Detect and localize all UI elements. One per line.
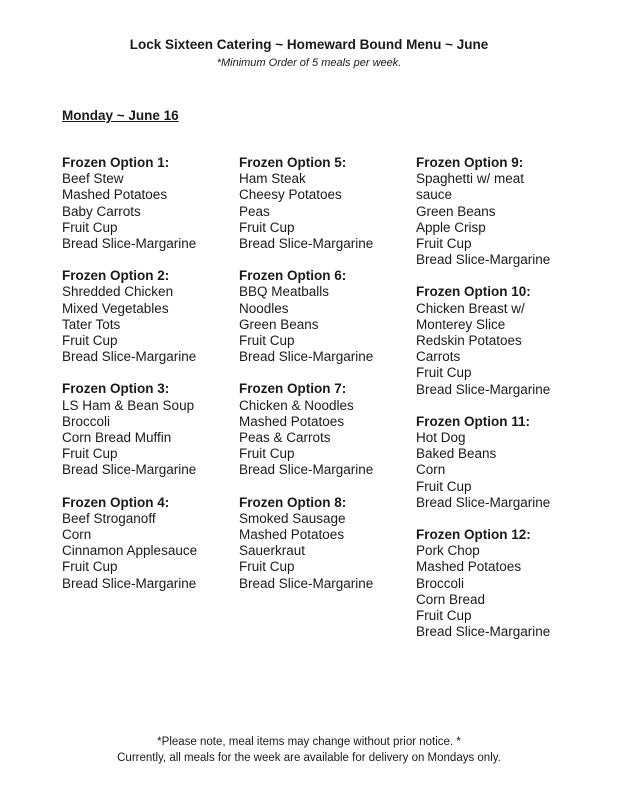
menu-item: Mashed Potatoes xyxy=(239,527,345,543)
menu-option xyxy=(62,495,252,592)
menu-item: Fruit Cup xyxy=(239,446,295,462)
menu-option-title: Frozen Option 5: xyxy=(239,155,347,170)
menu-option-title: Frozen Option 6: xyxy=(239,268,347,284)
menu-option-title: Frozen Option 12: xyxy=(416,527,531,543)
menu-item: Beef Stroganoff xyxy=(62,510,156,526)
menu-option xyxy=(239,495,429,592)
menu-item: Bread Slice-Margarine xyxy=(239,349,374,365)
menu-item: Smoked Sausage xyxy=(239,510,346,526)
menu-item: Mashed Potatoes xyxy=(62,187,168,203)
menu-column-2 xyxy=(239,155,429,608)
menu-item: Mixed Vegetables xyxy=(62,300,169,316)
menu-item: Peas & Carrots xyxy=(239,430,331,446)
menu-item: Fruit Cup xyxy=(239,333,295,349)
menu-item: Sauerkraut xyxy=(239,543,306,559)
menu-option-title: Frozen Option 3: xyxy=(62,381,170,397)
footer-line-1: *Please note, meal items may change without prior notice. * xyxy=(157,736,461,748)
menu-item: Mashed Potatoes xyxy=(239,413,345,429)
menu-option xyxy=(62,381,252,478)
menu-item: Bread Slice-Margarine xyxy=(62,462,197,478)
menu-option xyxy=(239,268,429,365)
menu-item: Bread Slice-Margarine xyxy=(239,575,374,591)
day-heading: Monday ~ June 16 xyxy=(62,108,179,123)
menu-option xyxy=(62,268,252,365)
menu-option-title: Frozen Option 9: xyxy=(416,155,524,170)
menu-option xyxy=(62,155,252,252)
menu-item: Bread Slice-Margarine xyxy=(239,236,374,252)
menu-item: Fruit Cup xyxy=(416,478,472,494)
menu-option xyxy=(416,414,606,511)
menu-option-title: Frozen Option 11: xyxy=(416,413,531,429)
minimum-order-note: *Minimum Order of 5 meals per week. xyxy=(216,57,402,69)
footer-notice xyxy=(0,735,618,766)
menu-option xyxy=(416,155,606,268)
menu-item: Beef Stew xyxy=(62,171,124,187)
menu-column-3 xyxy=(416,155,606,656)
footer-line-2: Currently, all meals for the week are available for delivery on Mondays only. xyxy=(117,751,501,764)
menu-item: Noodles xyxy=(239,300,289,316)
menu-item: Bread Slice-Margarine xyxy=(239,462,374,478)
menu-item: Fruit Cup xyxy=(416,608,472,624)
menu-item: Green Beans xyxy=(239,316,319,332)
menu-item: Corn Bread Muffin xyxy=(62,430,172,446)
menu-item: BBQ Meatballs xyxy=(239,284,330,300)
menu-item: Baby Carrots xyxy=(62,203,141,219)
menu-item: Shredded Chicken xyxy=(62,284,174,300)
menu-item: Peas xyxy=(239,203,270,219)
menu-item: Bread Slice-Margarine xyxy=(416,494,551,510)
menu-item: Corn xyxy=(62,527,92,543)
menu-item: Corn Bread xyxy=(416,591,486,607)
menu-item: Bread Slice-Margarine xyxy=(62,236,197,252)
menu-option-title: Frozen Option 2: xyxy=(62,268,170,284)
menu-item: Bread Slice-Margarine xyxy=(416,381,551,397)
menu-item: Bread Slice-Margarine xyxy=(62,349,197,365)
menu-item: Chicken Breast w/ xyxy=(416,300,525,316)
menu-option-title: Frozen Option 1: xyxy=(62,155,170,170)
menu-item: Mashed Potatoes xyxy=(416,559,522,575)
menu-item: Fruit Cup xyxy=(62,446,118,462)
menu-option xyxy=(239,381,429,478)
menu-item: Fruit Cup xyxy=(62,219,118,235)
menu-item: Chicken & Noodles xyxy=(239,397,354,413)
menu-item: Ham Steak xyxy=(239,171,306,187)
menu-option-title: Frozen Option 8: xyxy=(239,494,347,510)
menu-item: Fruit Cup xyxy=(239,219,295,235)
menu-item: Broccoli xyxy=(62,413,111,429)
menu-item: Fruit Cup xyxy=(239,559,295,575)
menu-item: Hot Dog xyxy=(416,430,466,446)
menu-item: Fruit Cup xyxy=(62,333,118,349)
menu-item: Spaghetti w/ meat xyxy=(416,171,525,187)
menu-item: Fruit Cup xyxy=(416,236,472,252)
menu-item: Pork Chop xyxy=(416,543,480,559)
menu-item: Cinnamon Applesauce xyxy=(62,543,198,559)
menu-item: Bread Slice-Margarine xyxy=(416,624,551,640)
menu-item: Fruit Cup xyxy=(62,559,118,575)
menu-item: Broccoli xyxy=(416,575,465,591)
menu-item: Apple Crisp xyxy=(416,219,486,235)
menu-item: LS Ham & Bean Soup xyxy=(62,397,195,413)
menu-column-1 xyxy=(62,155,252,608)
menu-item: Tater Tots xyxy=(62,316,121,332)
menu-option-title: Frozen Option 7: xyxy=(239,381,347,397)
menu-item: Green Beans xyxy=(416,203,496,219)
menu-item: Bread Slice-Margarine xyxy=(62,575,197,591)
menu-item: Fruit Cup xyxy=(416,365,472,381)
menu-item: Corn xyxy=(416,462,446,478)
menu-option-title: Frozen Option 10: xyxy=(416,284,531,300)
menu-option-title: Frozen Option 4: xyxy=(62,494,170,510)
menu-option xyxy=(416,527,606,640)
menu-option xyxy=(416,284,606,397)
menu-title: Lock Sixteen Catering ~ Homeward Bound Menu ~ June xyxy=(129,37,489,52)
menu-item: Bread Slice-Margarine xyxy=(416,252,551,268)
menu-item: Baked Beans xyxy=(416,446,497,462)
menu-item: Redskin Potatoes xyxy=(416,333,522,349)
menu-item: sauce xyxy=(416,187,453,203)
menu-option xyxy=(239,155,429,252)
menu-item: Carrots xyxy=(416,349,461,365)
menu-item: Cheesy Potatoes xyxy=(239,187,342,203)
menu-item: Monterey Slice xyxy=(416,316,506,332)
